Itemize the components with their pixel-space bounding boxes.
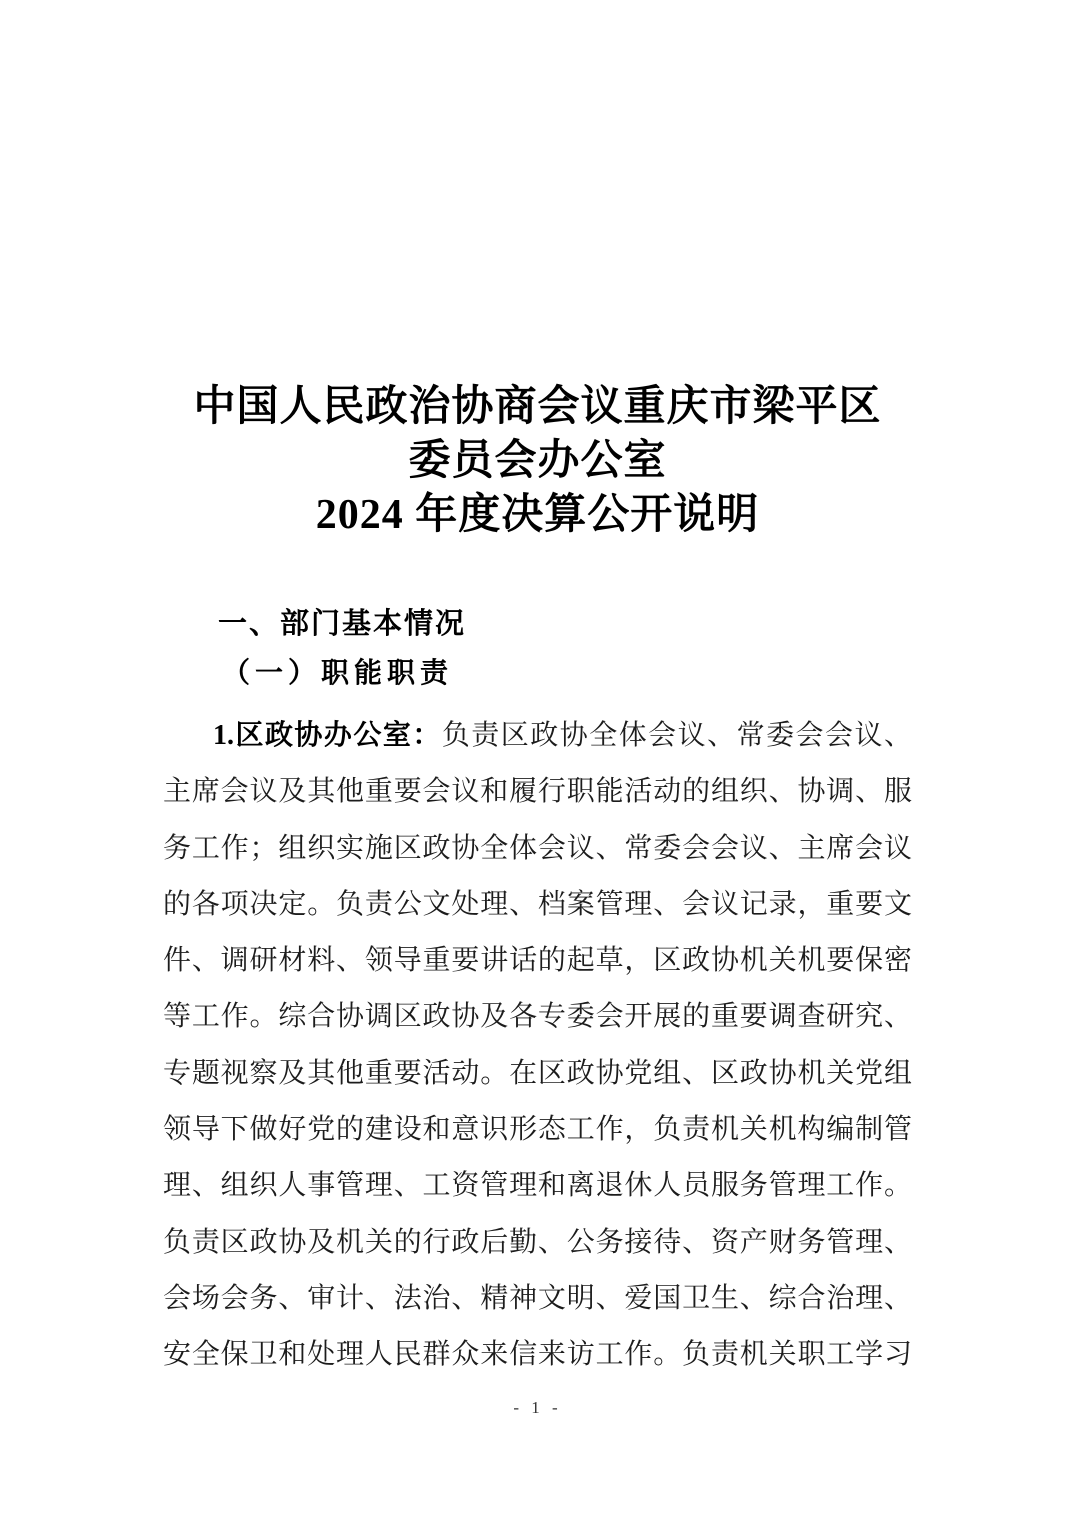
paragraph-line-12: 安全保卫和处理人民群众来信来访工作。负责机关职工学习	[163, 1339, 912, 1371]
paragraph-line-3: 务工作；组织实施区政协全体会议、常委会会议、主席会议	[163, 832, 912, 864]
paragraph-line-9: 理、组织人事管理、工资管理和离退休人员服务管理工作。	[163, 1170, 912, 1202]
paragraph-line-10: 负责区政协及机关的行政后勤、公务接待、资产财务管理、	[163, 1226, 912, 1258]
paragraph-line-2: 主席会议及其他重要会议和履行职能活动的组织、协调、服	[163, 776, 912, 808]
document-title-line-3: 2024 年度决算公开说明	[315, 492, 760, 538]
paragraph-lead-bold: 1.区政协办公室：	[213, 720, 442, 751]
paragraph-line-8: 领导下做好党的建设和意识形态工作，负责机关机构编制管	[163, 1114, 912, 1146]
document-title	[0, 380, 1075, 542]
paragraph-line-7: 专题视察及其他重要活动。在区政协党组、区政协机关党组	[163, 1057, 912, 1089]
document-title-line-1: 中国人民政治协商会议重庆市梁平区	[193, 384, 882, 430]
subsection-heading: （一）职能职责	[222, 658, 454, 689]
document-title-line-2: 委员会办公室	[408, 438, 667, 484]
paragraph-line-4: 的各项决定。负责公文处理、档案管理、会议记录，重要文	[163, 888, 912, 920]
section-heading: 一、部门基本情况	[218, 608, 467, 640]
page-number: - 1 -	[513, 1398, 562, 1417]
paragraph-line-1	[163, 708, 912, 764]
paragraph-line-1-text: 负责区政协全体会议、常委会会议、	[441, 720, 912, 751]
paragraph-functions	[163, 708, 912, 1384]
paragraph-line-5: 件、调研材料、领导重要讲话的起草，区政协机关机要保密	[163, 945, 912, 977]
paragraph-line-11: 会场会务、审计、法治、精神文明、爱国卫生、综合治理、	[163, 1282, 912, 1314]
paragraph-line-6: 等工作。综合协调区政协及各专委会开展的重要调查研究、	[163, 1001, 912, 1033]
